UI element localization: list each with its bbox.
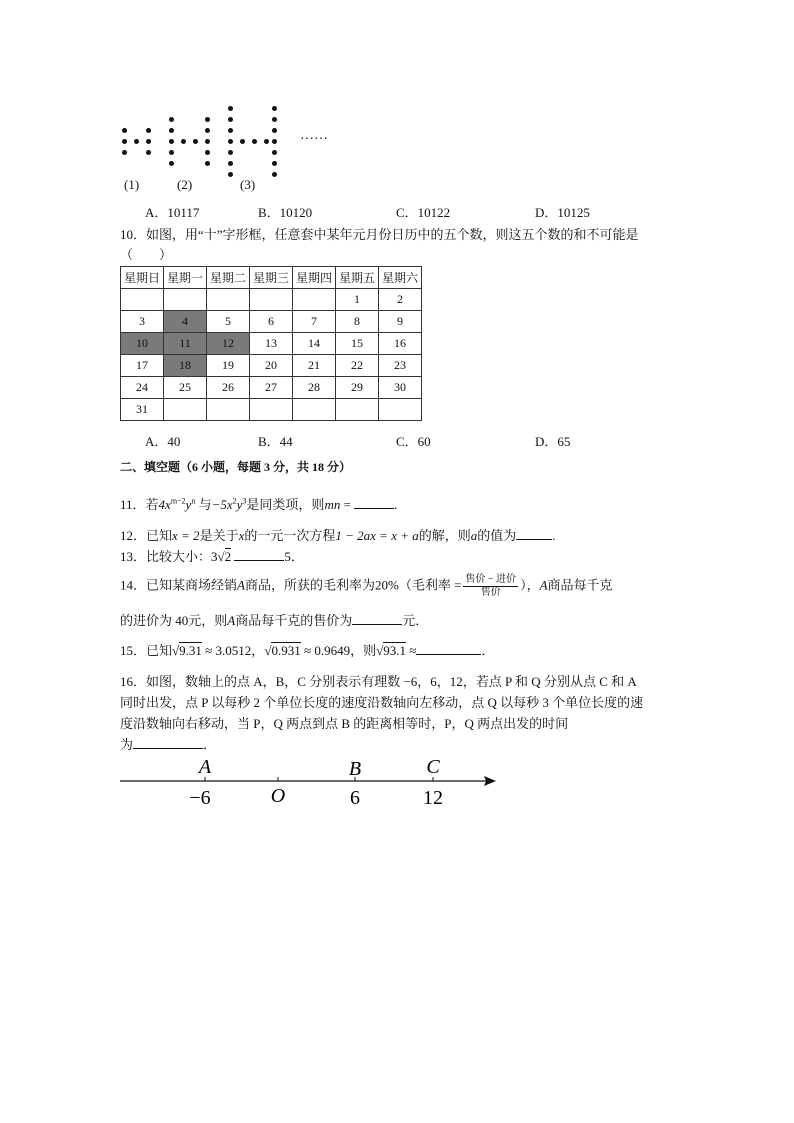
calendar-cell: 7 — [293, 311, 336, 333]
calendar-cell: 16 — [379, 333, 422, 355]
calendar-cell: 10 — [121, 333, 164, 355]
calendar-cell: 26 — [207, 377, 250, 399]
q15-sep: ， — [251, 643, 265, 658]
calendar-header: 星期四 — [293, 267, 336, 289]
calendar-cell: 2 — [379, 289, 422, 311]
q14-text4: 的进价为 40元，则 — [120, 613, 228, 628]
value-A: −6 — [189, 787, 211, 809]
q14-text6: 元． — [402, 613, 429, 628]
q14-paren-close: ）， — [520, 577, 540, 593]
calendar-header: 星期五 — [336, 267, 379, 289]
calendar-header: 星期六 — [379, 267, 422, 289]
calendar-cell: 27 — [250, 377, 293, 399]
calendar-cell: 18 — [164, 355, 207, 377]
calendar-cell: 20 — [250, 355, 293, 377]
calendar-cell: 3 — [121, 311, 164, 333]
calendar-header: 星期三 — [250, 267, 293, 289]
q14-text5: 商品每千克的售价为 — [235, 613, 353, 628]
point-label-C: C — [426, 756, 440, 778]
point-label-B: B — [348, 758, 362, 780]
q11-term2: −5x — [211, 497, 233, 512]
q13-suffix: 5． — [284, 549, 304, 564]
q15-mid: ，则 — [350, 643, 377, 658]
q14-numerator: 售价 − 进价 — [465, 574, 517, 585]
calendar-cell: 23 — [379, 355, 422, 377]
calendar-cell: 14 — [293, 333, 336, 355]
value-C: 12 — [423, 787, 443, 809]
calendar-cell: 12 — [207, 333, 250, 355]
calendar-cell: 25 — [164, 377, 207, 399]
q14-text1: 14．已知某商场经销 — [120, 577, 238, 593]
q14-text3: 商品每千克 — [547, 577, 613, 593]
q9-option-d[interactable]: D．10125 — [535, 205, 590, 220]
q10-option-b[interactable]: B．44 — [258, 434, 293, 449]
q11-exp2: 2 — [232, 496, 237, 506]
calendar-cell: 24 — [121, 377, 164, 399]
q16-line2: 同时出发，点 P 以每秒 2 个单位长度的速度沿数轴向左移动，点 Q 以每秒 3 个单位长度的速 — [120, 695, 644, 710]
q10-answer-paren: （ ） — [120, 247, 173, 262]
calendar-cell: 4 — [164, 311, 207, 333]
q10-option-c[interactable]: C．60 — [396, 434, 431, 449]
q15-end: ． — [481, 643, 495, 658]
q15-v1: ≈ 3.0512 — [205, 643, 252, 658]
q16-line1: 16．如图，数轴上的点 A，B，C 分别表示有理数 −6，6，12，若点 P 和 Q 分别从点 C 和 A — [120, 674, 637, 689]
calendar-cell: 1 — [336, 289, 379, 311]
figure-label-2: (2) — [177, 177, 193, 192]
calendar-cell: 28 — [293, 377, 336, 399]
q13: 13．比较大小：3√2 5． — [120, 549, 304, 564]
q11-end: . — [394, 497, 398, 512]
value-B: 6 — [350, 787, 360, 809]
q12-eq1: x = 2 — [172, 528, 200, 543]
calendar-cell: 5 — [207, 311, 250, 333]
q11-mn: mn — [324, 497, 341, 512]
q15-r1: 9.31 — [179, 643, 202, 658]
q11-exp1: m−2 — [170, 496, 186, 506]
q14-text2: 商品，所获的毛利率为 — [244, 577, 375, 593]
q10-option-a[interactable]: A．40 — [145, 434, 181, 449]
q12-x: x — [238, 528, 245, 543]
q12-eq2: 1 − 2ax = x + a — [335, 528, 419, 543]
q11-var2: y — [236, 497, 243, 512]
calendar-cell: 29 — [336, 377, 379, 399]
section-heading: 二、填空题（6 小题，每题 3 分，共 18 分） — [120, 460, 352, 474]
q12-a: a — [470, 528, 478, 543]
q16-prefix: 为 — [120, 737, 134, 752]
q15-v2: ≈ 0.9649 — [303, 643, 351, 658]
q15-prefix: 15．已知 — [120, 643, 173, 658]
q10-option-d[interactable]: D．65 — [535, 434, 571, 449]
calendar-cell: 13 — [250, 333, 293, 355]
q11-var1: y — [185, 497, 192, 512]
q14-A: A — [237, 577, 245, 593]
q12-end: . — [552, 528, 556, 543]
q12-suffix: 的值为 — [477, 528, 517, 543]
calendar-cell: 9 — [379, 311, 422, 333]
q9-option-a[interactable]: A．10117 — [145, 205, 200, 220]
figure-label-3: (3) — [240, 177, 256, 192]
calendar-cell: 30 — [379, 377, 422, 399]
q16-end: ． — [203, 737, 217, 752]
q16-line3: 度沿数轴向右移动，当 P，Q 两点到点 B 的距离相等时，P，Q 两点出发的时间 — [120, 716, 569, 731]
q12-prefix: 12．已知 — [120, 528, 173, 543]
calendar-cell: 11 — [164, 333, 207, 355]
calendar-cell: 19 — [207, 355, 250, 377]
q11-exp2b: 3 — [242, 496, 247, 506]
q11-exp1b: n — [191, 496, 196, 506]
q12-mid2: 的一元一次方程 — [244, 528, 336, 543]
calendar-cell: 22 — [336, 355, 379, 377]
point-label-A: A — [198, 756, 212, 778]
calendar-cell: 17 — [121, 355, 164, 377]
q13-radicand: 2 — [224, 549, 232, 564]
q14-pct: 20% — [374, 577, 399, 593]
figure-label-1: (1) — [124, 177, 140, 192]
q11-term1: 4x — [158, 497, 171, 512]
q9-option-b[interactable]: B．10120 — [258, 205, 313, 220]
q14-denominator: 售价 — [480, 587, 501, 598]
calendar-cell: 21 — [293, 355, 336, 377]
calendar-cell: 31 — [121, 399, 164, 421]
q9-option-c[interactable]: C．10122 — [396, 205, 451, 220]
q15: 15．已知√9.31 ≈ 3.0512，√0.931 ≈ 0.9649，则√93.1 ≈ ． — [120, 643, 495, 658]
ellipsis: …… — [300, 128, 328, 143]
calendar-cell: 15 — [336, 333, 379, 355]
q11-eq: = — [340, 497, 355, 512]
q11-prefix: 11．若 — [120, 497, 159, 512]
q11-suffix: 是同类项，则 — [246, 497, 325, 512]
q11-mid: 与 — [198, 497, 212, 512]
calendar-header: 星期一 — [164, 267, 207, 289]
calendar-cell: 6 — [250, 311, 293, 333]
q10-stem: 10．如图，用“十”字形框，任意套中某年元月份日历中的五个数，则这五个数的和不可能是 — [120, 227, 639, 242]
q15-r2: 0.931 — [271, 643, 301, 658]
q14-A2: A — [539, 577, 548, 593]
q13-prefix: 13．比较大小：3 — [120, 549, 218, 564]
calendar-header: 星期日 — [121, 267, 164, 289]
value-O: O — [270, 785, 286, 807]
q12-mid3: 的解，则 — [418, 528, 471, 543]
calendar-cell: 8 — [336, 311, 379, 333]
q14-paren-open: （毛利率 = — [398, 577, 462, 593]
q15-approx: ≈ — [409, 643, 417, 658]
q12-mid1: 是关于 — [199, 528, 239, 543]
calendar-header: 星期二 — [207, 267, 250, 289]
q15-r3: 93.1 — [383, 643, 406, 658]
q14-A3: A — [227, 613, 236, 628]
